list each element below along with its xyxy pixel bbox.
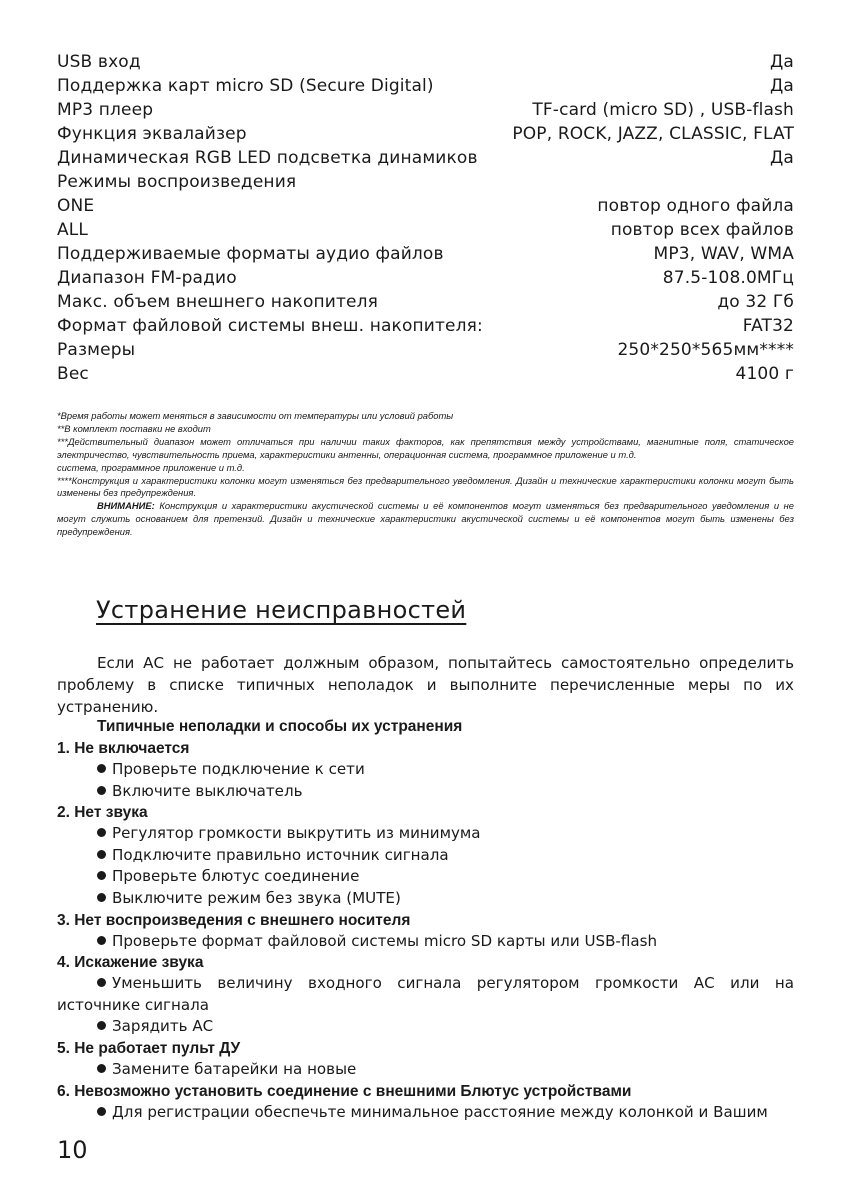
list-item-text: Проверьте формат файловой системы micro SD карты или USB-flash bbox=[112, 931, 658, 950]
warning-label: ВНИМАНИЕ: bbox=[97, 500, 155, 512]
spec-value: FAT32 bbox=[742, 316, 794, 336]
spec-row bbox=[57, 76, 794, 100]
spec-row bbox=[57, 364, 794, 388]
spec-value: повтор всех файлов bbox=[610, 220, 794, 240]
spec-label: ONE bbox=[57, 196, 95, 216]
spec-label: USB вход bbox=[57, 52, 141, 72]
list-item-text: Для регистрации обеспечьте минимальное расстояние между колонкой и Вашим bbox=[112, 1102, 768, 1121]
bullet-icon bbox=[97, 850, 106, 859]
list-item-text: Регулятор громкости выкрутить из минимума bbox=[112, 824, 481, 843]
list-item-text: Замените батарейки на новые bbox=[112, 1059, 357, 1078]
spec-value: Да bbox=[770, 76, 794, 96]
spec-label: Функция эквалайзер bbox=[57, 124, 247, 144]
list-item bbox=[57, 1102, 794, 1124]
list-item bbox=[57, 973, 794, 1016]
bullet-icon bbox=[97, 893, 106, 902]
list-item bbox=[57, 759, 794, 781]
issue-title: 5. Не работает пульт ДУ bbox=[57, 1039, 241, 1057]
footnote-1: *Время работы может меняться в зависимости от температуры или условий работы bbox=[57, 410, 454, 421]
list-item-text: Подключите правильно источник сигнала bbox=[112, 845, 449, 864]
section-title: Устранение неисправностей bbox=[96, 596, 467, 624]
specs-table bbox=[57, 52, 794, 388]
issue-block bbox=[57, 910, 794, 953]
spec-label: Формат файловой системы внеш. накопителя: bbox=[57, 316, 483, 336]
issue-title: 4. Искажение звука bbox=[57, 954, 204, 972]
spec-label: Макс. объем внешнего накопителя bbox=[57, 292, 379, 312]
spec-row bbox=[57, 220, 794, 244]
list-item bbox=[57, 823, 794, 845]
issue-title: 6. Невозможно установить соединение с внешними Блютус устройствами bbox=[57, 1082, 632, 1100]
spec-label: ALL bbox=[57, 220, 89, 240]
bullet-icon bbox=[97, 786, 106, 795]
spec-label: Поддержка карт micro SD (Secure Digital) bbox=[57, 76, 434, 96]
issue-block bbox=[57, 1081, 794, 1124]
spec-row bbox=[57, 340, 794, 364]
list-item-text: Включите выключатель bbox=[112, 781, 303, 800]
issue-title: 3. Нет воспроизведения с внешнего носителя bbox=[57, 911, 411, 929]
footnote-3: ***Действительный диапазон может отличаться при наличии таких факторов, как препятствия между устройствами, магнитные поля, статическое электричество, чувствительность приема, характеристики антенны, операционная система, программное приложение и т.д. bbox=[57, 435, 794, 460]
spec-value: 4100 г bbox=[735, 364, 794, 384]
spec-label: Вес bbox=[57, 364, 89, 384]
list-item bbox=[57, 845, 794, 867]
spec-label: Режимы воспроизведения bbox=[57, 172, 297, 192]
bullet-icon bbox=[97, 1021, 106, 1030]
spec-row bbox=[57, 196, 794, 220]
footnote-3-continuation: система, программное приложение и т.д. bbox=[57, 461, 245, 473]
list-item-text: Выключите режим без звука (MUTE) bbox=[112, 888, 401, 907]
list-item bbox=[57, 1016, 794, 1038]
list-item bbox=[57, 781, 794, 803]
spec-value: Да bbox=[770, 52, 794, 72]
issue-block bbox=[57, 952, 794, 1038]
spec-value: 87.5-108.0МГц bbox=[662, 268, 794, 288]
page-number: 10 bbox=[57, 1136, 88, 1164]
troubleshooting-list bbox=[57, 716, 794, 1123]
footnotes bbox=[57, 410, 794, 539]
issue-block bbox=[57, 802, 794, 909]
spec-row bbox=[57, 244, 794, 268]
spec-value: повтор одного файла bbox=[597, 196, 794, 216]
spec-value: TF-card (micro SD) , USB-flash bbox=[532, 100, 794, 120]
troubleshooting-subheading: Типичные неполадки и способы их устранения bbox=[97, 718, 463, 735]
spec-row bbox=[57, 316, 794, 340]
bullet-icon bbox=[97, 978, 106, 987]
spec-value: до 32 Гб bbox=[717, 292, 794, 312]
issue-block bbox=[57, 1038, 794, 1081]
list-item bbox=[57, 1059, 794, 1081]
bullet-icon bbox=[97, 871, 106, 880]
list-item bbox=[57, 888, 794, 910]
bullet-icon bbox=[97, 828, 106, 837]
spec-label: MP3 плеер bbox=[57, 100, 154, 120]
issue-title: 2. Нет звука bbox=[57, 804, 148, 822]
list-item bbox=[57, 931, 794, 953]
bullet-icon bbox=[97, 1107, 106, 1116]
footnote-4: ****Конструкция и характеристики колонки могут изменяться без предварительного уведомления. Дизайн и технические характеристики колонки могут быть изменены без предупреждения. bbox=[57, 474, 794, 499]
spec-label: Динамическая RGB LED подсветка динамиков bbox=[57, 148, 478, 168]
spec-label: Диапазон FM-радио bbox=[57, 268, 237, 288]
spec-row bbox=[57, 124, 794, 148]
list-item-text: Зарядить АС bbox=[112, 1017, 214, 1036]
spec-row bbox=[57, 172, 794, 196]
issue-block bbox=[57, 738, 794, 802]
spec-value: Да bbox=[770, 148, 794, 168]
spec-label: Размеры bbox=[57, 340, 136, 360]
list-item-text: Проверьте блютус соединение bbox=[112, 867, 360, 886]
bullet-icon bbox=[97, 1064, 106, 1073]
list-item-text: Проверьте подключение к сети bbox=[112, 760, 365, 778]
issue-title: 1. Не включается bbox=[57, 740, 190, 757]
spec-row bbox=[57, 52, 794, 76]
footnote-2: **В комплект поставки не входит bbox=[57, 422, 211, 434]
list-item-text: Уменьшить величину входного сигнала регулятором громкости АС или на источнике сигнала bbox=[57, 974, 794, 1014]
spec-row bbox=[57, 100, 794, 124]
spec-value: POP, ROCK, JAZZ, CLASSIC, FLAT bbox=[512, 124, 794, 144]
warning-text: Конструкция и характеристики акустической системы и её компонентов могут изменяться без предварительного уведомления и не могут служить основанием для претензий. Дизайн и технические характеристики акустической системы и её компонентов могут быть изменены без предупреждения. bbox=[57, 500, 794, 538]
bullet-icon bbox=[97, 764, 106, 773]
list-item bbox=[57, 866, 794, 888]
intro-paragraph: Если АС не работает должным образом, попытайтесь самостоятельно определить проблему в списке типичных неполадок и выполните перечисленные меры по их устранению. bbox=[57, 654, 794, 716]
spec-row bbox=[57, 292, 794, 316]
spec-value: MP3, WAV, WMA bbox=[653, 244, 794, 264]
spec-label: Поддерживаемые форматы аудио файлов bbox=[57, 244, 444, 264]
spec-row bbox=[57, 148, 794, 172]
spec-value: 250*250*565мм**** bbox=[617, 340, 794, 360]
warning-note bbox=[57, 500, 794, 539]
bullet-icon bbox=[97, 936, 106, 945]
spec-row bbox=[57, 268, 794, 292]
